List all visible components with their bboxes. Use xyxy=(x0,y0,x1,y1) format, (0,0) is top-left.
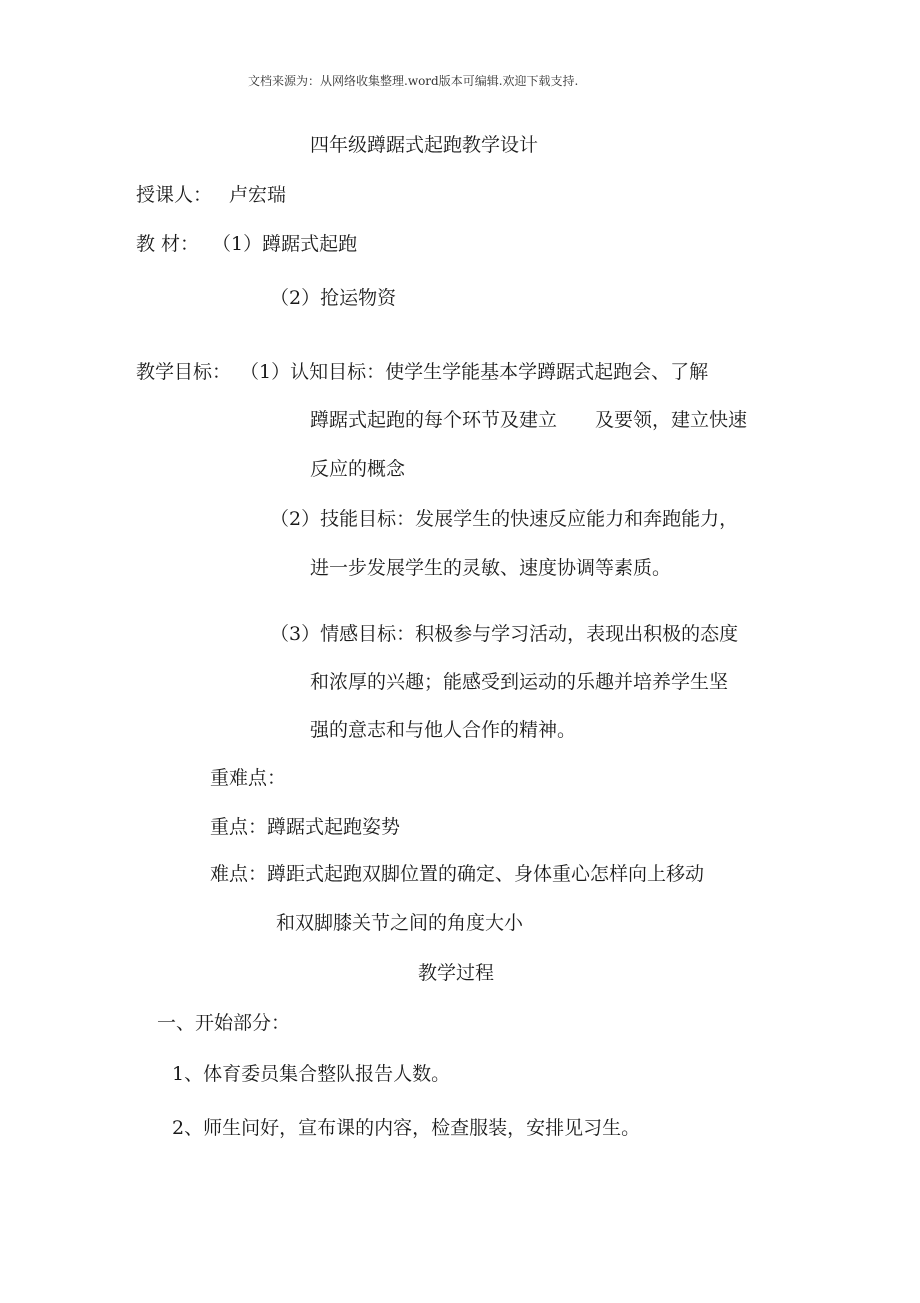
materials-label: 教 材： xyxy=(136,233,200,255)
materials-item: （1）蹲踞式起跑 xyxy=(212,233,358,255)
key-point: 重点：蹲踞式起跑姿势 xyxy=(210,816,401,838)
difficulty-line: 和双脚膝关节之间的角度大小 xyxy=(276,912,524,934)
teacher-name: 卢宏瑞 xyxy=(229,184,287,206)
objective-line: 强的意志和与他人合作的精神。 xyxy=(310,719,577,741)
teacher-label: 授课人： xyxy=(136,184,213,206)
difficulty-line: 难点：蹲距式起跑双脚位置的确定、身体重心怎样向上移动 xyxy=(210,863,705,885)
process-heading: 教学过程 xyxy=(418,962,495,984)
objective-line: 蹲踞式起跑的每个环节及建立 及要领，建立快速 xyxy=(310,409,748,431)
objective-line: （3）情感目标：积极参与学习活动，表现出积极的态度 xyxy=(270,623,739,645)
objective-line: 和浓厚的兴趣；能感受到运动的乐趣并培养学生坚 xyxy=(310,671,729,693)
materials-item: （2）抢运物资 xyxy=(270,287,397,309)
objective-line: （2）技能目标：发展学生的快速反应能力和奔跑能力， xyxy=(270,508,739,530)
process-step: 1、体育委员集合整队报告人数。 xyxy=(172,1063,451,1085)
objectives-label: 教学目标： xyxy=(136,361,232,383)
source-note: 文档来源为：从网络收集整理.word版本可编辑.欢迎下载支持. xyxy=(248,74,579,88)
section-title: 一、开始部分： xyxy=(157,1012,291,1034)
objective-line: 反应的概念 xyxy=(310,458,406,480)
objective-line: （1）认知目标：使学生学能基本学蹲踞式起跑会、了解 xyxy=(240,361,709,383)
process-step: 2、师生问好，宣布课的内容，检查服装，安排见习生。 xyxy=(172,1117,641,1139)
document-title: 四年级蹲踞式起跑教学设计 xyxy=(310,134,539,156)
objective-line: 进一步发展学生的灵敏、速度协调等素质。 xyxy=(310,557,672,579)
key-points-heading: 重难点： xyxy=(210,767,287,789)
